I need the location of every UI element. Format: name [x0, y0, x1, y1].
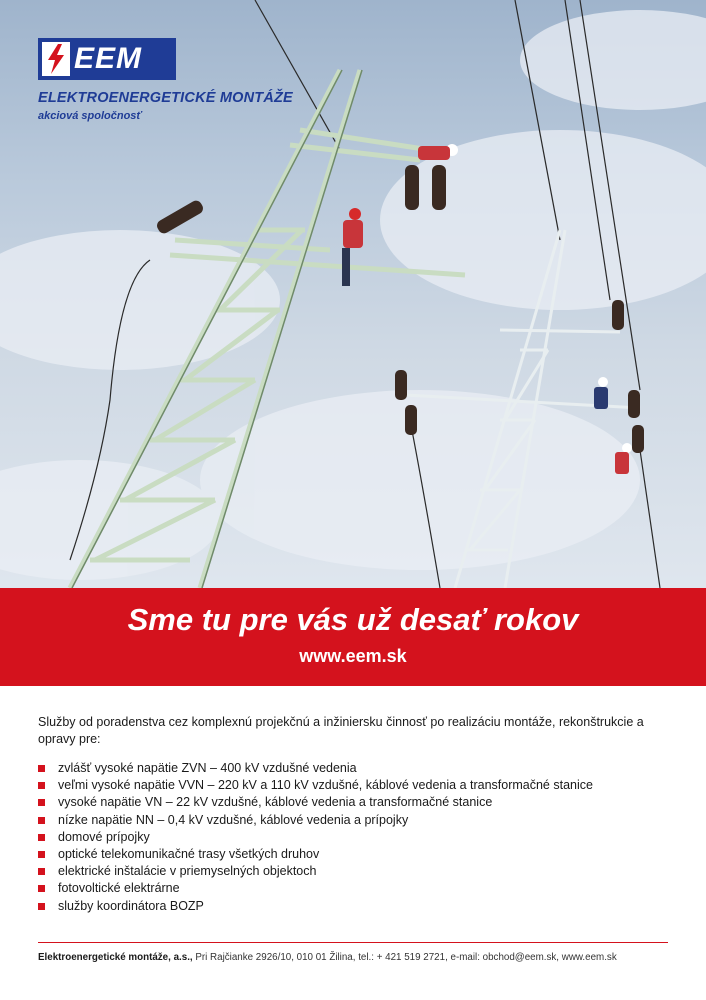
square-bullet-icon: [38, 765, 45, 772]
footer-contact: [38, 952, 678, 963]
footer-address: Pri Rajčianke 2926/10, 010 01 Žilina, tel.: + 421 519 2721, e-mail: obchod@eem.sk, www.eem.sk: [192, 952, 617, 963]
footer-divider: [38, 942, 668, 943]
lightning-bolt-icon: [42, 42, 70, 76]
square-bullet-icon: [38, 903, 45, 910]
intro-text: Služby od poradenstva cez komplexnú projekčnú a inžiniersku činnosť po realizáciu montáže, rekonštrukcie a opravy pre:: [38, 715, 644, 746]
company-name: ELEKTROENERGETICKÉ MONTÁŽE: [38, 90, 293, 106]
logo-text: EEM: [74, 42, 143, 75]
list-item: nízke napätie NN – 0,4 kV vzdušné, káblové vedenia a prípojky: [38, 812, 698, 829]
list-item: vysoké napätie VN – 22 kV vzdušné, káblové vedenia a transformačné stanice: [38, 794, 698, 811]
company-type: akciová spoločnosť: [38, 110, 142, 122]
square-bullet-icon: [38, 885, 45, 892]
list-item: fotovoltické elektrárne: [38, 880, 698, 897]
square-bullet-icon: [38, 834, 45, 841]
list-item: zvlášť vysoké napätie ZVN – 400 kV vzdušné vedenia: [38, 760, 698, 777]
list-item: služby koordinátora BOZP: [38, 898, 698, 915]
eem-logo: [38, 38, 176, 80]
square-bullet-icon: [38, 851, 45, 858]
services-list: [38, 760, 698, 915]
footer-company: Elektroenergetické montáže, a.s.,: [38, 952, 193, 963]
square-bullet-icon: [38, 817, 45, 824]
list-item: domové prípojky: [38, 829, 698, 846]
headline-banner: [0, 588, 706, 686]
square-bullet-icon: [38, 799, 45, 806]
list-item: optické telekomunikačné trasy všetkých druhov: [38, 846, 698, 863]
list-item: veľmi vysoké napätie VVN – 220 kV a 110 kV vzdušné, káblové vedenia a transformačné stanice: [38, 777, 698, 794]
headline: Sme tu pre vás už desať rokov: [127, 602, 579, 637]
website-link[interactable]: www.eem.sk: [299, 646, 407, 666]
square-bullet-icon: [38, 868, 45, 875]
list-item: elektrické inštalácie v priemyselných objektoch: [38, 863, 698, 880]
square-bullet-icon: [38, 782, 45, 789]
